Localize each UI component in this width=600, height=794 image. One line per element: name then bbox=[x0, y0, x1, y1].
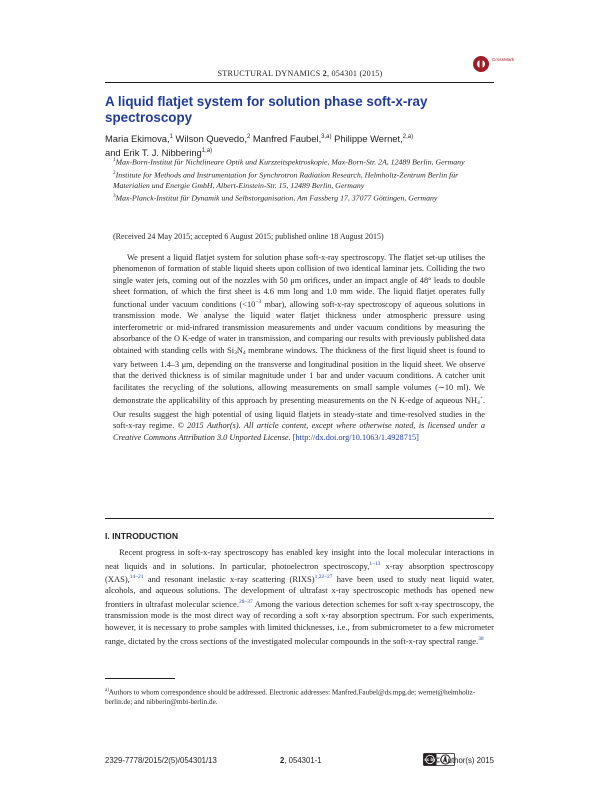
author-affil-mark: 3,a) bbox=[321, 134, 332, 140]
citation-link[interactable]: 28–37 bbox=[238, 599, 253, 606]
article-number-year: , 054301 (2015) bbox=[326, 69, 383, 78]
license-statement: © 2015 Author(s). All article content, except where otherwise noted, is licensed under a Creative Commons Attribution 3.0 Unported License. bbox=[113, 421, 485, 442]
citation-link[interactable]: 14–21 bbox=[129, 574, 144, 581]
author-name: Maria Ekimova, bbox=[105, 133, 170, 145]
journal-volume: 2 bbox=[322, 69, 327, 78]
author-name: Manfred Faubel, bbox=[250, 133, 322, 145]
article-title: A liquid flatjet system for solution phase soft-x-ray spectroscopy bbox=[105, 94, 428, 125]
affiliation-item: $^3$Max-Planck-Institut für Dynamik und Selbstorganisation, Am Fassberg 17, 37077 Göttingen, Germany bbox=[113, 193, 438, 203]
page-footer bbox=[105, 753, 494, 767]
copyright-notice: © Author(s) 2015 bbox=[434, 756, 494, 765]
affiliation-item: $^2$Institute for Methods and Instrumentation for Synchrotron Radiation Research, Helmholtz-Zentrum Berlin für Materialien und Energie GmbH, Albert-Einstein-Str. 15, 12489 Berlin, Germany bbox=[113, 170, 459, 190]
cc-badge-label: cc by bbox=[424, 757, 436, 763]
introduction-text: Recent progress in soft-x-ray spectroscopy has enabled key insight into the local molecular interactions in neat liquids and in solutions. In particular, photoelectron spectroscopy,$^{1-13}$ x-ray absorption spectroscopy (XAS),$^{14-21}$ and resonant inelastic x-ray scattering (RIXS)$^{1,22-27}$ have been used to study neat liquid water, alcohols, and aqueous solutions. The development of ultrafast x-ray spectroscopic methods has opened new frontiers in ultrafast molecular science.$^{28-37}$ Among the various detection schemes for soft x-ray spectroscopy, the transmission mode is the most direct way of recording a soft x-ray absorption spectrum. For such experiments, however, it is necessary to probe samples with limited thicknesses, i.e., from submicrometer to a few micrometer range, dictated by the cross sections of the investigated molecular compounds in the soft-x-ray spectral range.$^{38}$ bbox=[105, 547, 494, 646]
corresponding-author-footnote: $^{a)}$Authors to whom correspondence should be addressed. Electronic addresses: Manfred.Faubel@ds.mpg.de; wernet@helmholtz-berlin.de; and nibberin@mbi-berlin.de. bbox=[105, 688, 476, 707]
issn-line: 2329-7778/2015/2(5)/054301/13 bbox=[105, 756, 217, 765]
crossmark-label: CrossMark bbox=[492, 57, 515, 62]
page-number: 2, 054301-1 bbox=[280, 756, 322, 765]
citation-link[interactable]: 1–13 bbox=[369, 560, 381, 567]
citation-link[interactable]: 1,22–27 bbox=[314, 574, 333, 581]
author-name: Philippe Wernet, bbox=[331, 133, 403, 145]
received-dates: (Received 24 May 2015; accepted 6 August 2015; published online 18 August 2015) bbox=[113, 232, 384, 241]
affiliation-item: $^1$Max-Born-Institut für Nichtlineare Optik und Kurzzeitspektroskopie, Max-Born-Str. 2A, 12489 Berlin, Germany bbox=[113, 157, 465, 167]
author-affil-mark: 2,a) bbox=[402, 134, 414, 140]
footnote-rule bbox=[105, 678, 175, 679]
abstract-rule bbox=[105, 518, 494, 519]
crossmark-logo[interactable] bbox=[472, 53, 515, 83]
section-heading: I. INTRODUCTION bbox=[105, 531, 179, 541]
author-affil-mark: 1,a) bbox=[201, 148, 213, 155]
journal-name: STRUCTURAL DYNAMICS bbox=[217, 69, 321, 78]
author-name: Wilson Quevedo, bbox=[172, 133, 247, 145]
header-rule bbox=[105, 82, 494, 83]
author-affil-mark: 1 bbox=[169, 134, 173, 140]
affiliations bbox=[113, 155, 493, 204]
doi-link[interactable]: [http://dx.doi.org/10.1063/1.4928715] bbox=[292, 432, 419, 442]
crossmark-icon bbox=[472, 55, 490, 73]
author-affil-mark: 2 bbox=[246, 134, 251, 140]
author-name: and Erik T. J. Nibbering bbox=[105, 147, 202, 159]
citation-link[interactable]: 38 bbox=[478, 635, 484, 642]
abstract: We present a liquid flatjet system for solution phase soft-x-ray spectroscopy. The flatjet set-up utilises the phenomenon of formation of stable liquid sheets upon collision of two identical laminar jets. Colliding the two single water jets, coming out of the nozzles with 50 μm orifices, under an impact angle of 48° leads to double sheet formation, of which the first sheet is 4.6 mm long and 1.0 mm wide. The liquid flatjet operates fully functional under vacuum conditions ($<10^{-3}$ mbar), allowing soft-x-ray spectroscopy of aqueous solutions in transmission mode. We analyse the liquid water flatjet thickness under atmospheric pressure using interferometric or mid-infrared transmission measurements and under vacuum conditions by measuring the absorbance of the O K-edge of water in transmission, and comparing our results with previously published data obtained with standing cells with Si3N4 membrane windows. The thickness of the first liquid sheet is found to vary between 1.4–3 μm, depending on the transverse and longitudinal position in the liquid sheet. We observe that the derived thickness is of similar magnitude under 1 bar and under vacuum conditions. A catcher unit facilitates the recycling of the solutions, allowing measurements on small sample volumes (∼10 ml). We demonstrate the applicability of this approach by presenting measurements on the N K-edge of aqueous NH4+. Our results suggest the high potential of using liquid flatjets in steady-state and time-resolved studies in the soft-x-ray regime. © 2015 Author(s). All article content, except where otherwise noted, is licensed under a Creative Commons Attribution 3.0 Unported License. [http://dx.doi.org/10.1063/1.4928715] bbox=[113, 253, 485, 442]
